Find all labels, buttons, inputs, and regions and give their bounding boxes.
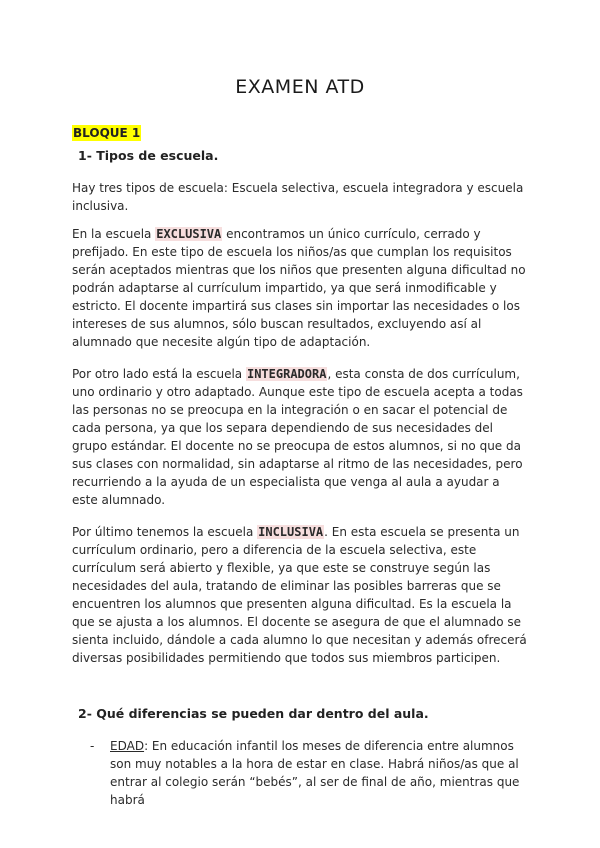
differences-list (72, 737, 528, 809)
paragraph-text: En la escuela (72, 227, 156, 241)
section-heading-1: 1- Tipos de escuela. (78, 148, 219, 163)
paragraph-text: encontramos un único currículo, cerrado y prefijado. En este tipo de escuela los niños/as que cumplan los requisitos serán aceptados mientras que los niños que presenten alguna dificultad no podrán adaptarse al currículum impartido, ya que será inmodificable y estricto. El docente impartirá sus clases sin importar las necesidades o los intereses de sus alumnos, sólo buscan resultados, excluyendo así al alumnado que necesite algún tipo de adaptación. (72, 227, 526, 349)
list-item-term: EDAD (110, 739, 145, 753)
highlight-inclusiva: INCLUSIVA (258, 525, 324, 539)
paragraph-integradora (72, 365, 528, 509)
section-heading-2: 2- Qué diferencias se pueden dar dentro del aula. (78, 706, 429, 721)
paragraph-text: Por otro lado está la escuela (72, 367, 246, 381)
block-label-wrapper (72, 122, 528, 141)
paragraph-text: , esta consta de dos currículum, uno ordinario y otro adaptado. Aunque este tipo de escuela acepta a todas las personas no se preocupa en la integración o en sacar el potencial de cada persona, ya que los separa dependiendo de sus necesidades del grupo estándar. El docente no se preocupa de estos alumnos, si no que da sus clases con normalidad, sin adaptarse al ritmo de las necesidades, pero recurriendo a la ayuda de un especialista que venga al aula a ayudar a este alumnado. (72, 367, 523, 507)
paragraph-inclusiva (72, 523, 528, 667)
list-bullet: - (90, 739, 95, 753)
block-label: BLOQUE 1 (73, 126, 141, 140)
document-title: EXAMEN ATD (235, 76, 365, 98)
list-item (72, 737, 528, 809)
highlight-integradora: INTEGRADORA (246, 367, 327, 381)
highlight-exclusiva: EXCLUSIVA (156, 227, 222, 241)
intro-paragraph: Hay tres tipos de escuela: Escuela selectiva, escuela integradora y escuela inclusiva. (72, 181, 524, 213)
paragraph-text: Por último tenemos la escuela (72, 525, 258, 539)
paragraph-text: . En esta escuela se presenta un currículum ordinario, pero a diferencia de la escuela selectiva, este currículum será abierto y flexible, ya que este se construye según las necesidades del aula, tratando de eliminar las posibles barreras que se encuentren los alumnos que presenten alguna dificultad. Es la escuela la que se ajusta a los alumnos. El docente se asegura de que el alumnado se sienta incluido, dándole a cada alumno lo que necesitan y además ofrecerá diversas posibilidades permitiendo que todos sus miembros participen. (72, 525, 527, 665)
list-item-text: : En educación infantil los meses de diferencia entre alumnos son muy notables a la hora de estar en clase. Habrá niños/as que al entrar al colegio serán “bebés”, al ser de final de año, mientras que habrá (110, 739, 520, 807)
paragraph-exclusiva (72, 225, 528, 351)
